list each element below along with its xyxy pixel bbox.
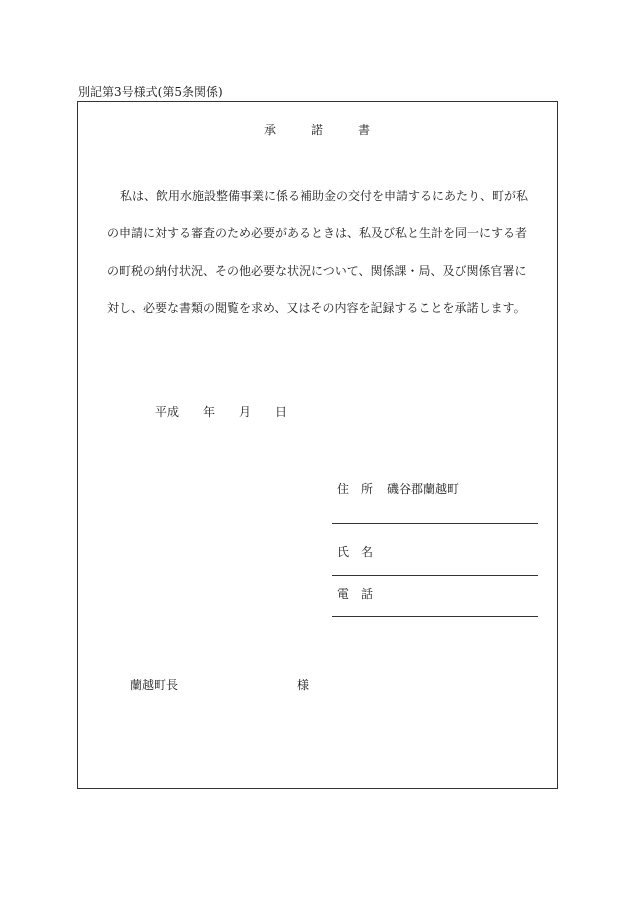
body-line-4: 対し、必要な書類の閲覧を求め、又はその内容を記録することを承諾します。 [107, 301, 526, 315]
addressee-name: 蘭越町長 [130, 678, 179, 692]
name-underline [332, 575, 538, 576]
address-value: 磯谷郡蘭越町 [387, 482, 460, 496]
phone-underline [332, 616, 538, 617]
date-line: 平成 年 月 日 [155, 405, 288, 419]
address-underline [332, 523, 538, 524]
address-label: 住 所 [337, 482, 374, 496]
addressee-honorific: 様 [297, 678, 310, 692]
document-title: 承諾書 [264, 123, 406, 137]
body-line-3: の町税の納付状況、その他必要な状況について、関係課・局、及び関係官署に [107, 264, 527, 278]
body-line-2: の申請に対する審査のため必要があるときは、私及び私と生計を同一にする者 [107, 226, 528, 240]
phone-label: 電 話 [337, 587, 374, 601]
body-line-1: 私は、飲用水施設整備事業に係る補助金の交付を申請するにあたり、町が私 [120, 189, 529, 203]
name-label: 氏 名 [337, 545, 374, 559]
form-reference-label: 別記第3号様式(第5条関係) [78, 85, 223, 99]
